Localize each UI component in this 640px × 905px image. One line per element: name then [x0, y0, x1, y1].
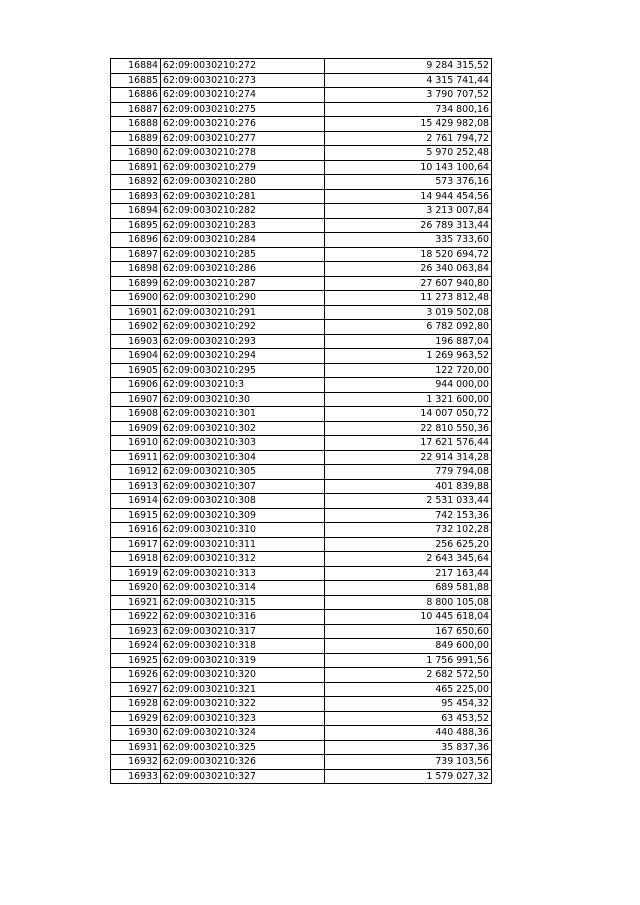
- cadastral-value-cell: 35 837,36: [325, 740, 492, 755]
- table-row: [111, 566, 492, 581]
- row-number-cell: 16920: [111, 581, 161, 596]
- row-number-cell: 16933: [111, 769, 161, 784]
- cadastral-value-cell: 335 733,60: [325, 233, 492, 248]
- cadastral-number-cell: 62:09:0030210:307: [161, 479, 325, 494]
- row-number-cell: 16906: [111, 378, 161, 393]
- cadastral-number-cell: 62:09:0030210:313: [161, 566, 325, 581]
- cadastral-value-cell: 14 007 050,72: [325, 407, 492, 422]
- cadastral-value-cell: 4 315 741,44: [325, 73, 492, 88]
- row-number-cell: 16914: [111, 494, 161, 509]
- table-row: [111, 653, 492, 668]
- row-number-cell: 16888: [111, 117, 161, 132]
- cadastral-value-cell: 17 621 576,44: [325, 436, 492, 451]
- cadastral-number-cell: 62:09:0030210:284: [161, 233, 325, 248]
- cadastral-number-cell: 62:09:0030210:283: [161, 218, 325, 233]
- table-row: [111, 349, 492, 364]
- table-row: [111, 769, 492, 784]
- cadastral-value-cell: 401 839,88: [325, 479, 492, 494]
- row-number-cell: 16923: [111, 624, 161, 639]
- cadastral-value-cell: 10 143 100,64: [325, 160, 492, 175]
- table-row: [111, 363, 492, 378]
- cadastral-number-cell: 62:09:0030210:286: [161, 262, 325, 277]
- cadastral-value-cell: 739 103,56: [325, 755, 492, 770]
- table-row: [111, 537, 492, 552]
- cadastral-number-cell: 62:09:0030210:290: [161, 291, 325, 306]
- cadastral-value-cell: 2 682 572,50: [325, 668, 492, 683]
- cadastral-value-cell: 26 789 313,44: [325, 218, 492, 233]
- row-number-cell: 16894: [111, 204, 161, 219]
- cadastral-value-cell: 2 531 033,44: [325, 494, 492, 509]
- table-row: [111, 378, 492, 393]
- cadastral-number-cell: 62:09:0030210:280: [161, 175, 325, 190]
- row-number-cell: 16898: [111, 262, 161, 277]
- cadastral-number-cell: 62:09:0030210:305: [161, 465, 325, 480]
- row-number-cell: 16895: [111, 218, 161, 233]
- cadastral-value-cell: 944 000,00: [325, 378, 492, 393]
- cadastral-value-cell: 689 581,88: [325, 581, 492, 596]
- row-number-cell: 16887: [111, 102, 161, 117]
- table-row: [111, 59, 492, 74]
- row-number-cell: 16912: [111, 465, 161, 480]
- cadastral-value-cell: 6 782 092,80: [325, 320, 492, 335]
- row-number-cell: 16900: [111, 291, 161, 306]
- cadastral-value-cell: 1 579 027,32: [325, 769, 492, 784]
- table-row: [111, 204, 492, 219]
- row-number-cell: 16910: [111, 436, 161, 451]
- table-row: [111, 610, 492, 625]
- row-number-cell: 16925: [111, 653, 161, 668]
- row-number-cell: 16892: [111, 175, 161, 190]
- cadastral-number-cell: 62:09:0030210:291: [161, 305, 325, 320]
- row-number-cell: 16911: [111, 450, 161, 465]
- cadastral-value-cell: 27 607 940,80: [325, 276, 492, 291]
- cadastral-number-cell: 62:09:0030210:326: [161, 755, 325, 770]
- cadastral-number-cell: 62:09:0030210:272: [161, 59, 325, 74]
- table-row: [111, 421, 492, 436]
- table-row: [111, 697, 492, 712]
- table-row: [111, 334, 492, 349]
- table-row: [111, 305, 492, 320]
- table-body: [111, 59, 492, 784]
- cadastral-number-cell: 62:09:0030210:278: [161, 146, 325, 161]
- cadastral-number-cell: 62:09:0030210:312: [161, 552, 325, 567]
- cadastral-number-cell: 62:09:0030210:324: [161, 726, 325, 741]
- cadastral-number-cell: 62:09:0030210:304: [161, 450, 325, 465]
- cadastral-value-cell: 167 650,60: [325, 624, 492, 639]
- cadastral-number-cell: 62:09:0030210:325: [161, 740, 325, 755]
- cadastral-number-cell: 62:09:0030210:279: [161, 160, 325, 175]
- cadastral-value-cell: 2 643 345,64: [325, 552, 492, 567]
- cadastral-value-cell: 2 761 794,72: [325, 131, 492, 146]
- cadastral-number-cell: 62:09:0030210:322: [161, 697, 325, 712]
- table-row: [111, 523, 492, 538]
- cadastral-number-cell: 62:09:0030210:275: [161, 102, 325, 117]
- cadastral-value-cell: 732 102,28: [325, 523, 492, 538]
- row-number-cell: 16921: [111, 595, 161, 610]
- table-row: [111, 320, 492, 335]
- row-number-cell: 16903: [111, 334, 161, 349]
- row-number-cell: 16899: [111, 276, 161, 291]
- table-row: [111, 436, 492, 451]
- row-number-cell: 16907: [111, 392, 161, 407]
- table-row: [111, 581, 492, 596]
- table-row: [111, 639, 492, 654]
- cadastral-value-cell: 196 887,04: [325, 334, 492, 349]
- row-number-cell: 16890: [111, 146, 161, 161]
- cadastral-value-cell: 1 321 600,00: [325, 392, 492, 407]
- cadastral-number-cell: 62:09:0030210:318: [161, 639, 325, 654]
- table-row: [111, 392, 492, 407]
- cadastral-number-cell: 62:09:0030210:295: [161, 363, 325, 378]
- row-number-cell: 16905: [111, 363, 161, 378]
- cadastral-value-cell: 22 914 314,28: [325, 450, 492, 465]
- cadastral-number-cell: 62:09:0030210:310: [161, 523, 325, 538]
- row-number-cell: 16908: [111, 407, 161, 422]
- cadastral-value-cell: 256 625,20: [325, 537, 492, 552]
- cadastral-number-cell: 62:09:0030210:277: [161, 131, 325, 146]
- cadastral-number-cell: 62:09:0030210:3: [161, 378, 325, 393]
- cadastral-value-cell: 15 429 982,08: [325, 117, 492, 132]
- table-row: [111, 726, 492, 741]
- table-row: [111, 740, 492, 755]
- row-number-cell: 16901: [111, 305, 161, 320]
- row-number-cell: 16928: [111, 697, 161, 712]
- cadastral-value-cell: 3 019 502,08: [325, 305, 492, 320]
- row-number-cell: 16919: [111, 566, 161, 581]
- row-number-cell: 16927: [111, 682, 161, 697]
- cadastral-value-cell: 1 756 991,56: [325, 653, 492, 668]
- cadastral-number-cell: 62:09:0030210:320: [161, 668, 325, 683]
- row-number-cell: 16902: [111, 320, 161, 335]
- table-row: [111, 711, 492, 726]
- table-row: [111, 218, 492, 233]
- cadastral-number-cell: 62:09:0030210:301: [161, 407, 325, 422]
- row-number-cell: 16889: [111, 131, 161, 146]
- cadastral-value-cell: 5 970 252,48: [325, 146, 492, 161]
- row-number-cell: 16885: [111, 73, 161, 88]
- row-number-cell: 16913: [111, 479, 161, 494]
- cadastral-value-cell: 3 790 707,52: [325, 88, 492, 103]
- table-row: [111, 624, 492, 639]
- row-number-cell: 16893: [111, 189, 161, 204]
- row-number-cell: 16884: [111, 59, 161, 74]
- table-row: [111, 668, 492, 683]
- table-row: [111, 450, 492, 465]
- cadastral-number-cell: 62:09:0030210:316: [161, 610, 325, 625]
- cadastral-value-cell: 734 800,16: [325, 102, 492, 117]
- cadastral-number-cell: 62:09:0030210:315: [161, 595, 325, 610]
- table-row: [111, 175, 492, 190]
- table-row: [111, 131, 492, 146]
- table-row: [111, 247, 492, 262]
- cadastral-value-cell: 742 153,36: [325, 508, 492, 523]
- cadastral-number-cell: 62:09:0030210:287: [161, 276, 325, 291]
- table-row: [111, 276, 492, 291]
- table-row: [111, 682, 492, 697]
- table-row: [111, 117, 492, 132]
- row-number-cell: 16891: [111, 160, 161, 175]
- cadastral-value-cell: 849 600,00: [325, 639, 492, 654]
- row-number-cell: 16922: [111, 610, 161, 625]
- cadastral-number-cell: 62:09:0030210:273: [161, 73, 325, 88]
- cadastral-number-cell: 62:09:0030210:314: [161, 581, 325, 596]
- row-number-cell: 16896: [111, 233, 161, 248]
- cadastral-number-cell: 62:09:0030210:323: [161, 711, 325, 726]
- cadastral-value-cell: 26 340 063,84: [325, 262, 492, 277]
- cadastral-value-cell: 779 794,08: [325, 465, 492, 480]
- cadastral-number-cell: 62:09:0030210:276: [161, 117, 325, 132]
- cadastral-value-cell: 22 810 550,36: [325, 421, 492, 436]
- cadastral-number-cell: 62:09:0030210:302: [161, 421, 325, 436]
- row-number-cell: 16897: [111, 247, 161, 262]
- table-row: [111, 508, 492, 523]
- row-number-cell: 16917: [111, 537, 161, 552]
- cadastral-number-cell: 62:09:0030210:317: [161, 624, 325, 639]
- table-row: [111, 262, 492, 277]
- row-number-cell: 16904: [111, 349, 161, 364]
- cadastral-value-cell: 8 800 105,08: [325, 595, 492, 610]
- cadastral-number-cell: 62:09:0030210:319: [161, 653, 325, 668]
- row-number-cell: 16909: [111, 421, 161, 436]
- cadastral-number-cell: 62:09:0030210:293: [161, 334, 325, 349]
- table-row: [111, 146, 492, 161]
- cadastral-value-cell: 217 163,44: [325, 566, 492, 581]
- table-row: [111, 407, 492, 422]
- table-row: [111, 233, 492, 248]
- cadastral-value-cell: 14 944 454,56: [325, 189, 492, 204]
- row-number-cell: 16924: [111, 639, 161, 654]
- cadastral-number-cell: 62:09:0030210:285: [161, 247, 325, 262]
- row-number-cell: 16931: [111, 740, 161, 755]
- cadastral-value-cell: 10 445 618,04: [325, 610, 492, 625]
- row-number-cell: 16932: [111, 755, 161, 770]
- cadastral-value-table: [110, 58, 492, 784]
- table-row: [111, 160, 492, 175]
- cadastral-value-cell: 18 520 694,72: [325, 247, 492, 262]
- row-number-cell: 16929: [111, 711, 161, 726]
- row-number-cell: 16915: [111, 508, 161, 523]
- row-number-cell: 16930: [111, 726, 161, 741]
- cadastral-value-cell: 573 376,16: [325, 175, 492, 190]
- row-number-cell: 16918: [111, 552, 161, 567]
- cadastral-number-cell: 62:09:0030210:327: [161, 769, 325, 784]
- cadastral-value-cell: 95 454,32: [325, 697, 492, 712]
- table-row: [111, 595, 492, 610]
- table-row: [111, 755, 492, 770]
- cadastral-value-cell: 9 284 315,52: [325, 59, 492, 74]
- cadastral-value-cell: 122 720,00: [325, 363, 492, 378]
- cadastral-number-cell: 62:09:0030210:311: [161, 537, 325, 552]
- cadastral-number-cell: 62:09:0030210:292: [161, 320, 325, 335]
- cadastral-number-cell: 62:09:0030210:309: [161, 508, 325, 523]
- cadastral-number-cell: 62:09:0030210:282: [161, 204, 325, 219]
- cadastral-value-cell: 63 453,52: [325, 711, 492, 726]
- cadastral-value-cell: 1 269 963,52: [325, 349, 492, 364]
- table-row: [111, 189, 492, 204]
- table-row: [111, 88, 492, 103]
- table-row: [111, 291, 492, 306]
- row-number-cell: 16886: [111, 88, 161, 103]
- cadastral-number-cell: 62:09:0030210:30: [161, 392, 325, 407]
- cadastral-number-cell: 62:09:0030210:303: [161, 436, 325, 451]
- cadastral-number-cell: 62:09:0030210:274: [161, 88, 325, 103]
- table-row: [111, 465, 492, 480]
- cadastral-value-cell: 465 225,00: [325, 682, 492, 697]
- row-number-cell: 16916: [111, 523, 161, 538]
- cadastral-value-cell: 440 488,36: [325, 726, 492, 741]
- table-row: [111, 73, 492, 88]
- cadastral-number-cell: 62:09:0030210:294: [161, 349, 325, 364]
- table-row: [111, 494, 492, 509]
- cadastral-number-cell: 62:09:0030210:321: [161, 682, 325, 697]
- row-number-cell: 16926: [111, 668, 161, 683]
- table-row: [111, 479, 492, 494]
- table-row: [111, 102, 492, 117]
- cadastral-value-cell: 11 273 812,48: [325, 291, 492, 306]
- cadastral-number-cell: 62:09:0030210:308: [161, 494, 325, 509]
- cadastral-value-cell: 3 213 007,84: [325, 204, 492, 219]
- table-row: [111, 552, 492, 567]
- cadastral-number-cell: 62:09:0030210:281: [161, 189, 325, 204]
